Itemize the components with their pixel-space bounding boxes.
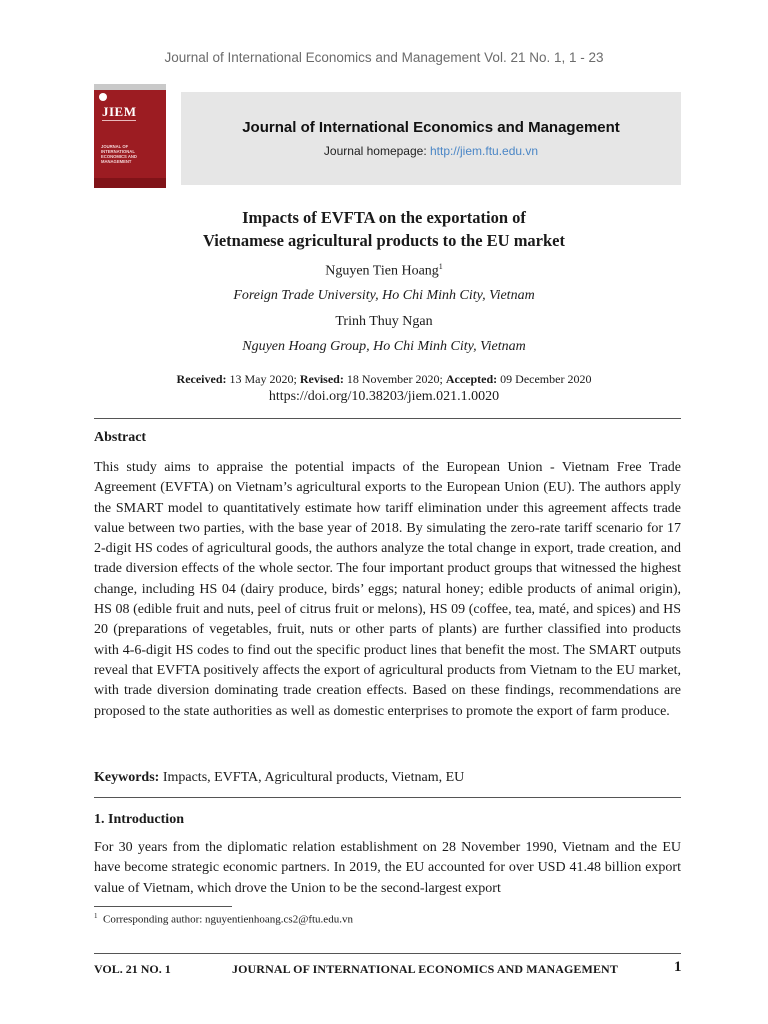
affiliation-1: Foreign Trade University, Ho Chi Minh City, Vietnam — [233, 288, 535, 303]
abstract-heading: Abstract — [94, 430, 147, 445]
homepage-link[interactable]: http://jiem.ftu.edu.vn — [430, 144, 539, 158]
cover-journal-name: JOURNAL OF INTERNATIONAL ECONOMICS AND MANAGEMENT — [101, 144, 137, 164]
abstract-top-rule — [94, 418, 681, 419]
banner-journal-title: Journal of International Economics and Management — [242, 119, 620, 136]
keywords-list: Impacts, EVFTA, Agricultural products, Vietnam, EU — [159, 770, 465, 785]
keywords-label: Keywords: — [94, 770, 160, 785]
revised-label: Revised: — [299, 372, 344, 386]
abstract-bottom-rule — [94, 797, 681, 798]
author-1 — [0, 262, 768, 280]
footer-volume: VOL. 21 NO. 1 — [94, 962, 171, 976]
cover-emblem-icon — [99, 93, 107, 101]
doi-link[interactable]: https://doi.org/10.38203/jiem.021.1.0020 — [268, 389, 500, 404]
cover-top-strip — [94, 84, 166, 90]
footer-journal-name: JOURNAL OF INTERNATIONAL ECONOMICS AND MANAGEMENT — [232, 962, 618, 976]
banner-homepage — [181, 144, 681, 158]
homepage-label: Journal homepage: — [323, 144, 430, 158]
footnote-mark: 1 — [94, 912, 98, 920]
accepted-date: 09 December 2020 — [497, 372, 592, 386]
abstract-text: This study aims to appraise the potential impacts of the European Union - Vietnam Free Trade Agreement (EVFTA) on Vietnam’s agricultural exports to the European Union (EU). The authors apply the SMART model to quantitatively estimate how tariff elimination under this agreement affects trade value between two parties, with the base year of 2018. By simulating the zero-rate tariff scenario for 17 2-digit HS codes of agricultural goods, the authors analyze the total change in export, trade creation, and trade diversion effects of the whole sector. The four important product groups that witnessed the highest change, including HS 04 (dairy produce, birds’ eggs; natural honey; edible products of animal origin), HS 08 (edible fruit and nuts, peel of citrus fruit or melons), HS 09 (coffee, tea, maté, and spices) and HS 20 (preparations of vegetables, fruit, nuts or other parts of plants) are further classified into products with 4-6-digit HS codes to find out the specific product lines that benefit the most. The SMART outputs reveal that EVFTA positively affects the export of agricultural products from Vietnam to the EU market, with trade diversion dominating trade creation effects. Based on these findings, recommendations are proposed to the state authorities as well as domestic enterprises to promote the export of farm produce. — [94, 460, 681, 719]
paper-title-line-1: Impacts of EVFTA on the exportation of — [242, 208, 526, 227]
author-1-footnote-mark: 1 — [438, 262, 443, 271]
revised-date: 18 November 2020; — [343, 372, 446, 386]
cover-divider — [102, 120, 136, 121]
accepted-label: Accepted: — [445, 372, 498, 386]
received-label: Received: — [176, 372, 227, 386]
cover-bottom-band — [94, 178, 166, 188]
introduction-text: For 30 years from the diplomatic relation establishment on 28 November 1990, Vietnam and the EU have become strategic economic partners. In 2019, the EU accounted for over USD 41.48 billion export value of Vietnam, which drove the Union to be the second-largest export — [94, 840, 681, 896]
paper-title — [0, 206, 768, 252]
footnote-text: Corresponding author: nguyentienhoang.cs2@ftu.edu.vn — [103, 913, 353, 926]
footnote-rule — [94, 906, 232, 907]
keywords — [94, 770, 464, 786]
cover-logo-text: JIEM — [102, 104, 137, 119]
paper-title-line-2: Vietnamese agricultural products to the EU market — [202, 231, 566, 250]
section-heading-introduction: 1. Introduction — [94, 812, 184, 827]
footer-rule — [94, 953, 681, 954]
running-head: Journal of International Economics and Management Vol. 21 No. 1, 1 - 23 — [164, 50, 604, 65]
page-number: 1 — [674, 959, 682, 975]
footnote — [94, 912, 353, 926]
author-2: Trinh Thuy Ngan — [335, 314, 433, 329]
journal-banner — [181, 92, 681, 185]
received-date: 13 May 2020; — [226, 372, 300, 386]
author-1-name: Nguyen Tien Hoang — [325, 263, 439, 279]
journal-cover-image — [94, 84, 166, 188]
article-dates — [0, 372, 768, 387]
affiliation-2: Nguyen Hoang Group, Ho Chi Minh City, Vietnam — [242, 339, 526, 354]
